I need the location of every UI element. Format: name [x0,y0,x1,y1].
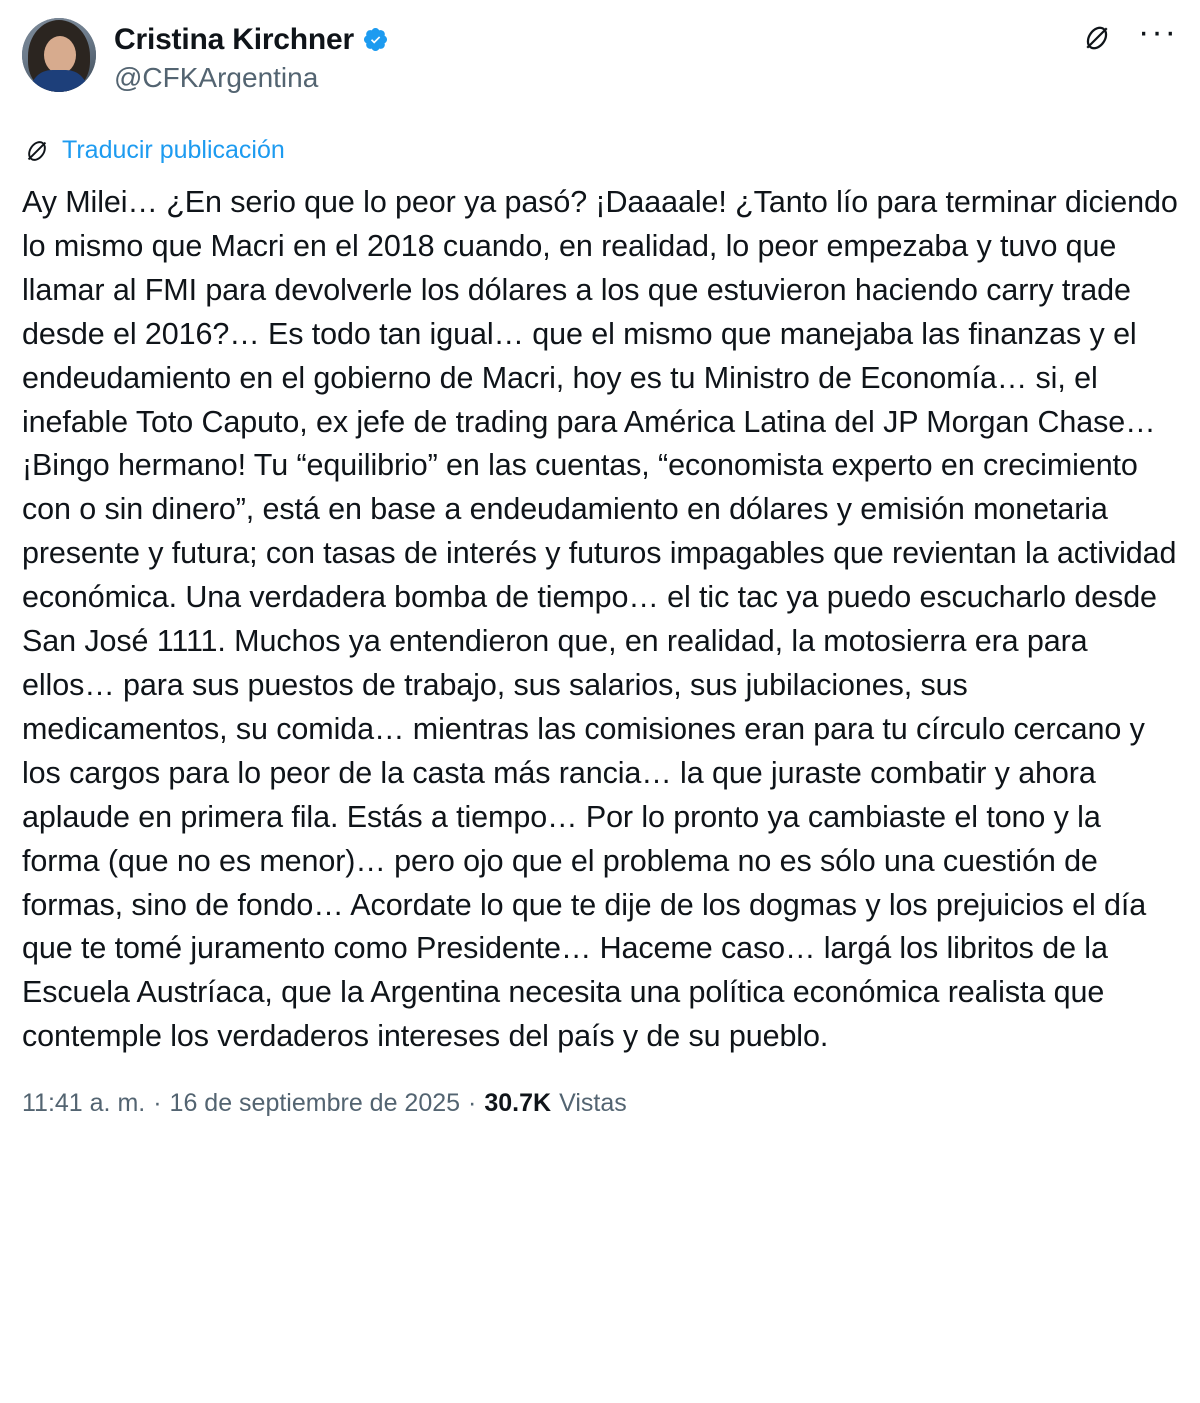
meta-separator: · [153,1089,162,1118]
verified-badge-icon [362,26,389,53]
tweet-header [22,13,1178,102]
views-count: 30.7K [484,1089,552,1118]
meta-separator: · [468,1089,477,1118]
author-display-name[interactable]: Cristina Kirchner [114,23,354,56]
grok-icon [24,138,50,164]
post-date: 16 de septiembre de 2025 [169,1089,461,1118]
author-names [114,16,389,94]
post-time: 11:41 a. m. [22,1089,146,1118]
tweet-body-text: Ay Milei… ¿En serio que lo peor ya pasó? ¡Daaaale! ¿Tanto lío para terminar diciendo lo mismo que Macri en el 2018 cuando, en realidad, lo peor empezaba y tuvo que llamar al FMI para devolverle los dólares a los que estuvieron haciendo carry trade desde el 2016?… Es todo tan igual… que el mismo que manejaba las finanzas y el endeudamiento en el gobierno de Macri, hoy es tu Ministro de Economía… si, el inefable Toto Caputo, ex jefe de trading para América Latina del JP Morgan Chase… ¡Bingo hermano! Tu “equilibrio” en las cuentas, “economista experto en crecimiento con o sin dinero”, está en base a endeudamiento en dólares y emisión monetaria presente y futura; con tasas de interés y futuros impagables que revientan la actividad económica. Una verdadera bomba de tiempo… el tic tac ya puedo escucharlo desde San José 1111. Muchos ya entendieron que, en realidad, la motosierra era para ellos… para sus puestos de trabajo, sus salarios, sus jubilaciones, sus medicamentos, su comida… mientras las comisiones eran para tu círculo cercano y los cargos para lo peor de la casta más rancia… la que juraste combatir y ahora aplaude en primera fila. Estás a tiempo… Por lo pronto ya cambiaste el tono y la forma (que no es menor)… pero ojo que el problema no es sólo una cuestión de formas, sino de fondo… Acordate lo que te dije de los dogmas y los prejuicios el día que te tomé juramento como Presidente… Haceme caso… largá los libritos de la Escuela Austríaca, que la Argentina necesita una política económica realista que contemple los verdaderos intereses del país y de su pueblo. [22,185,1187,1054]
more-options-icon[interactable]: ··· [1138,13,1178,51]
translate-post-row[interactable] [24,136,1178,165]
tweet-meta [22,1089,1178,1118]
avatar[interactable] [22,18,96,92]
views-label: Vistas [559,1089,627,1118]
translate-post-link[interactable]: Traducir publicación [62,136,285,164]
author-name-row [114,22,389,57]
grok-icon[interactable] [1082,23,1112,53]
author-handle[interactable]: @CFKArgentina [114,62,319,94]
avatar-face [44,36,76,74]
header-actions [1082,13,1178,54]
